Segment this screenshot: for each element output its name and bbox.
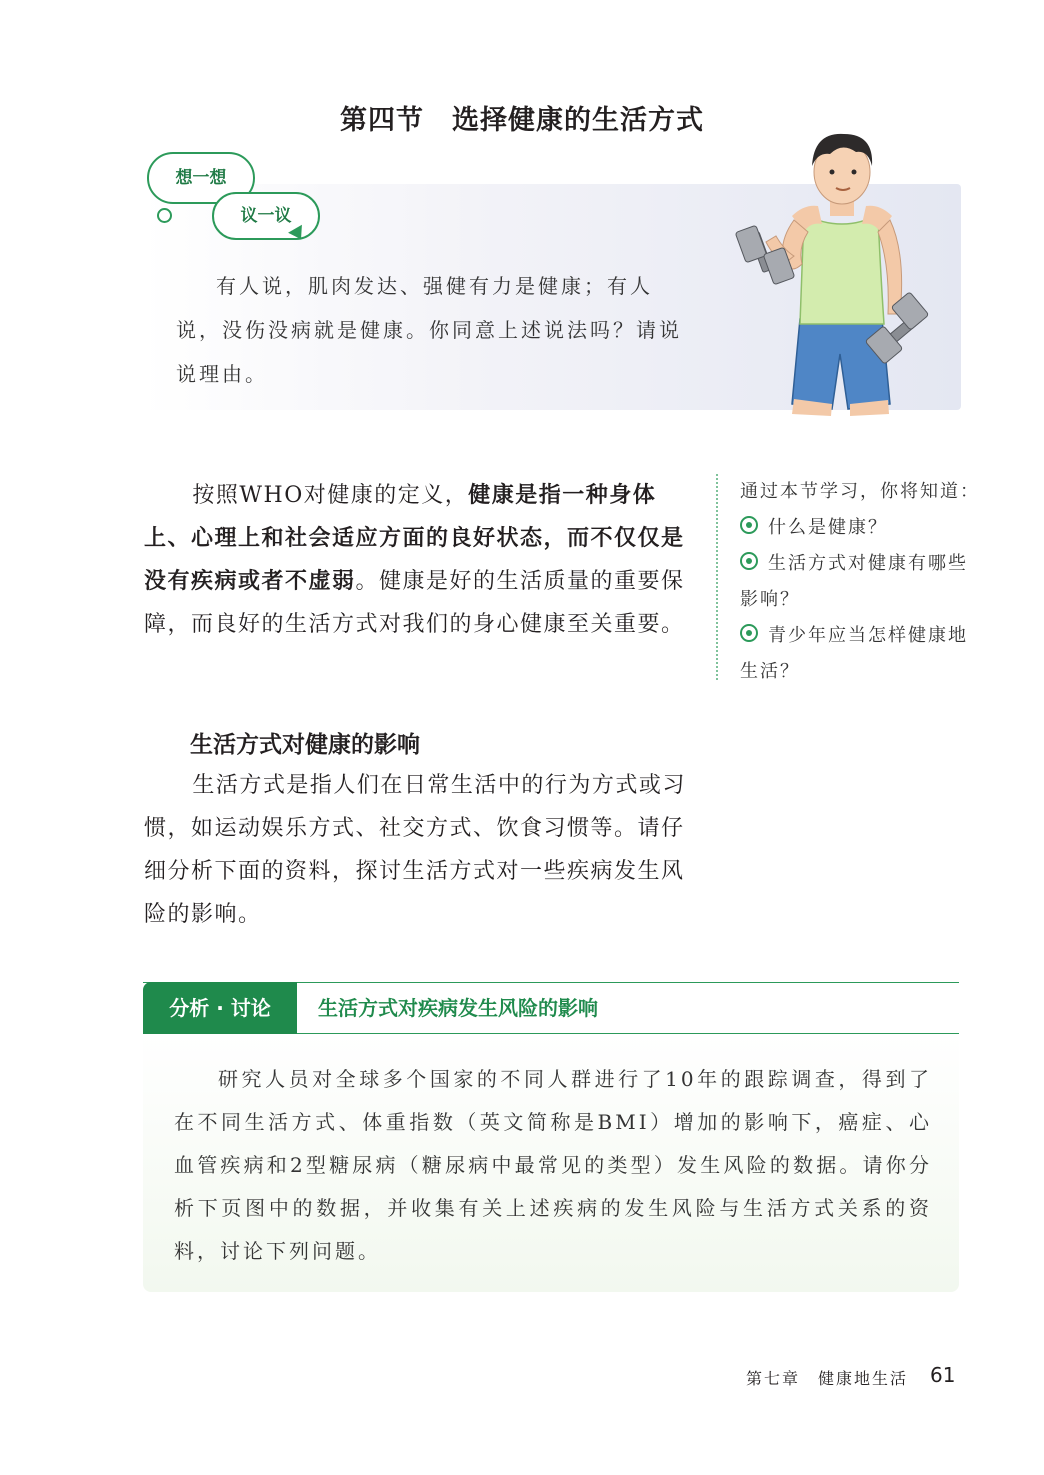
health-definition-bold: 健康是指一种身体上、心理上和社会适应方面的良好状态，而不仅仅是没有疾病或者不虚弱 bbox=[144, 483, 685, 594]
page-number: 61 bbox=[930, 1363, 956, 1387]
target-bullet-icon bbox=[740, 552, 758, 570]
intro-text-end: 。健康是好的生活质量的重要保障，而良好的生活方式对我们的身心健康至关重要。 bbox=[144, 569, 685, 637]
analysis-text: 研究人员对全球多个国家的不同人群进行了10年的跟踪调查，得到了在不同生活方式、体重指数（英文简称是BMI）增加的影响下，癌症、心血管疾病和2型糖尿病（糖尿病中最常见的类型）发生风险的数据。请你分析下页图中的数据，并收集有关上述疾病的发生风险与生活方式关系的资料，讨论下列问题。 bbox=[174, 1067, 932, 1263]
lifestyle-paragraph: 生活方式是指人们在日常生活中的行为方式或习惯，如运动娱乐方式、社交方式、饮食习惯等。请仔细分析下面的资料，探讨生活方式对一些疾病发生风险的影响。 bbox=[144, 773, 686, 927]
page-title: 第四节 选择健康的生活方式 bbox=[340, 105, 704, 136]
target-bullet-icon bbox=[740, 624, 758, 642]
analysis-tag-label: 分析 · 讨论 bbox=[143, 982, 297, 1034]
objective-item: 什么是健康？ bbox=[740, 510, 985, 546]
think-question-text: 有人说，肌肉发达、强健有力是健康；有人说，没伤没病就是健康。你同意上述说法吗？请说说理由。 bbox=[176, 274, 682, 386]
think-cloud-label: 想一想 bbox=[147, 152, 255, 204]
discuss-cloud-label: 议一议 bbox=[212, 192, 320, 240]
thought-bubble-dot bbox=[157, 208, 172, 223]
objective-item: 生活方式对健康有哪些影响？ bbox=[740, 553, 968, 610]
objectives-heading: 通过本节学习，你将知道： bbox=[740, 481, 980, 502]
intro-text-start: 按照WHO对健康的定义， bbox=[192, 483, 469, 508]
section-subheading: 生活方式对健康的影响 bbox=[190, 732, 420, 758]
target-bullet-icon bbox=[740, 516, 758, 534]
analysis-title: 生活方式对疾病发生风险的影响 bbox=[318, 996, 598, 1020]
intro-paragraph bbox=[144, 474, 696, 646]
boy-with-dumbbells-illustration bbox=[722, 124, 962, 424]
objective-item: 青少年应当怎样健康地生活？ bbox=[740, 625, 968, 682]
footer-chapter-title: 第七章 健康地生活 bbox=[746, 1369, 909, 1388]
learning-objectives bbox=[716, 474, 985, 680]
